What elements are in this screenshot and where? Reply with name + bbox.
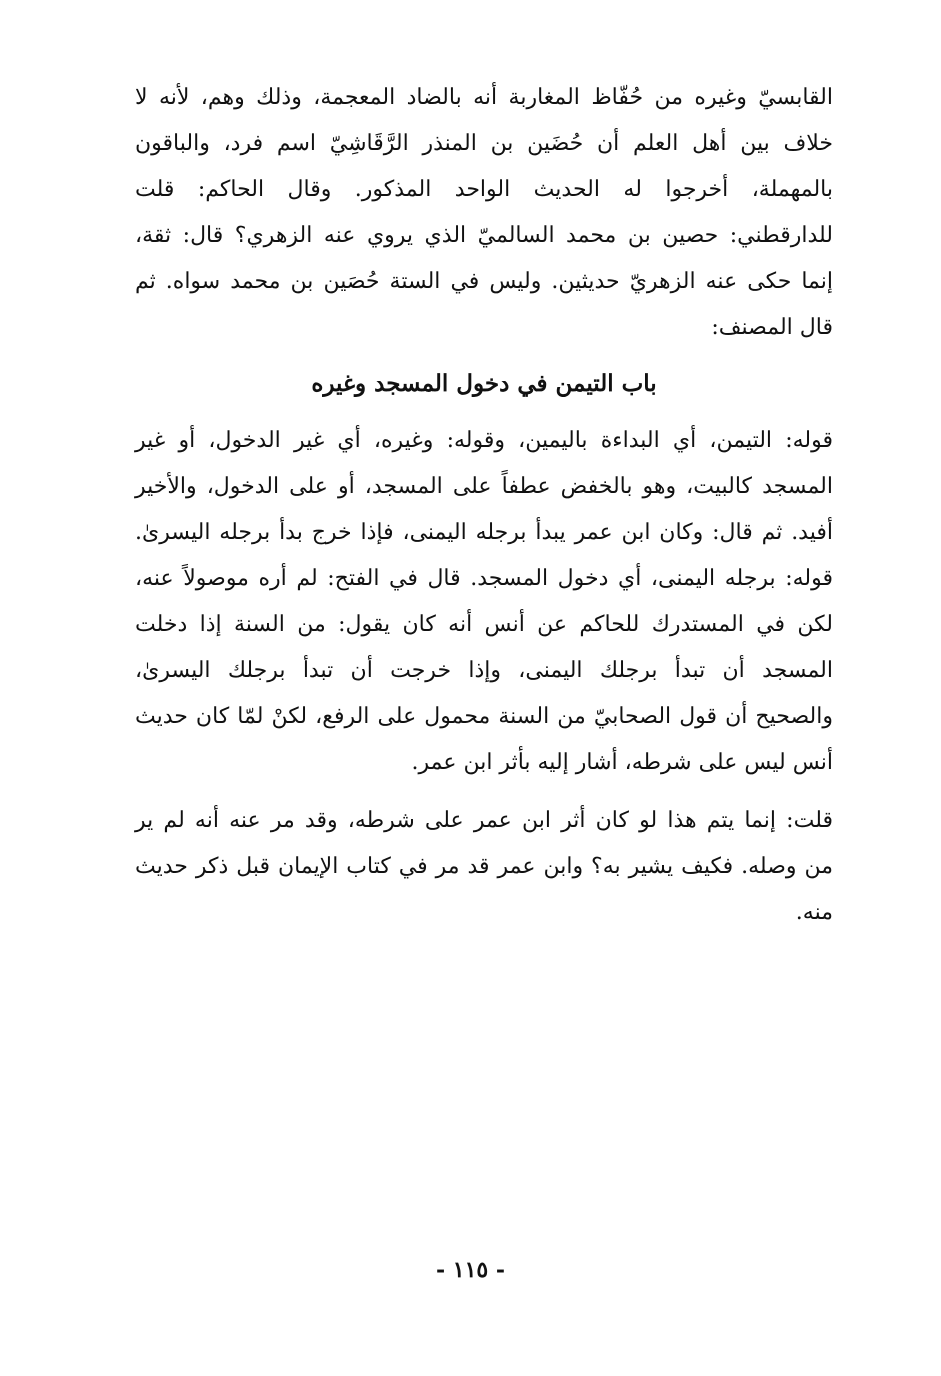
page-number: - ١١٥ - — [435, 1257, 506, 1283]
paragraph-line: قال المصنف: — [711, 315, 833, 340]
paragraph-line: قلت: إنما يتم هذا لو كان أثر ابن عمر على شرطه، وقد مر عنه أنه لم ير — [135, 808, 833, 833]
paragraph-line: المسجد كالبيت، وهو بالخفض عطفاً على المسجد، أو على الدخول، والأخير — [135, 474, 833, 499]
paragraph-line: قوله: التيمن، أي البداءة باليمين، وقوله: وغيره، أي غير الدخول، أو غير — [135, 428, 833, 453]
paragraph-line: خلاف بين أهل العلم أن حُضَين بن المنذر الرَّقَاشِيّ اسم فرد، والباقون — [135, 131, 833, 156]
paragraph-line: قوله: برجله اليمنى، أي دخول المسجد. قال في الفتح: لم أره موصولاً عنه، — [135, 566, 833, 591]
paragraph-line: المسجد أن تبدأ برجلك اليمنى، وإذا خرجت أن تبدأ برجلك اليسرىٰ، — [135, 658, 833, 683]
paragraph-line: أنس ليس على شرطه، أشار إليه بأثر ابن عمر. — [411, 750, 833, 775]
section-heading: باب التيمن في دخول المسجد وغيره — [311, 370, 657, 397]
paragraph-line: منه. — [795, 900, 833, 925]
paragraph-2 — [135, 418, 833, 786]
paragraph-line: أفيد. ثم قال: وكان ابن عمر يبدأ برجله اليمنى، فإذا خرج بدأ برجله اليسرىٰ. — [135, 520, 833, 545]
paragraph-line: والصحيح أن قول الصحابيّ من السنة محمول على الرفع، لكنْ لمّا كان حديث — [135, 704, 833, 729]
paragraph-line: القابسيّ وغيره من حُفّاظ المغاربة أنه بالضاد المعجمة، وذلك وهم، لأنه لا — [135, 85, 833, 110]
paragraph-1 — [135, 75, 833, 351]
paragraph-line: للدارقطني: حصين بن محمد السالميّ الذي يروي عنه الزهري؟ قال: ثقة، — [135, 223, 833, 248]
paragraph-line: من وصله. فكيف يشير به؟ وابن عمر قد مر في كتاب الإيمان قبل ذكر حديث — [135, 854, 833, 879]
paragraph-line: إنما حكى عنه الزهريّ حديثين. وليس في الستة حُصَين بن محمد سواه. ثم — [135, 269, 833, 294]
paragraph-line: بالمهملة، أخرجوا له الحديث الواحد المذكور. وقال الحاكم: قلت — [135, 177, 833, 202]
paragraph-3 — [135, 798, 833, 936]
paragraph-line: لكن في المستدرك للحاكم عن أنس أنه كان يقول: من السنة إذا دخلت — [135, 612, 833, 637]
